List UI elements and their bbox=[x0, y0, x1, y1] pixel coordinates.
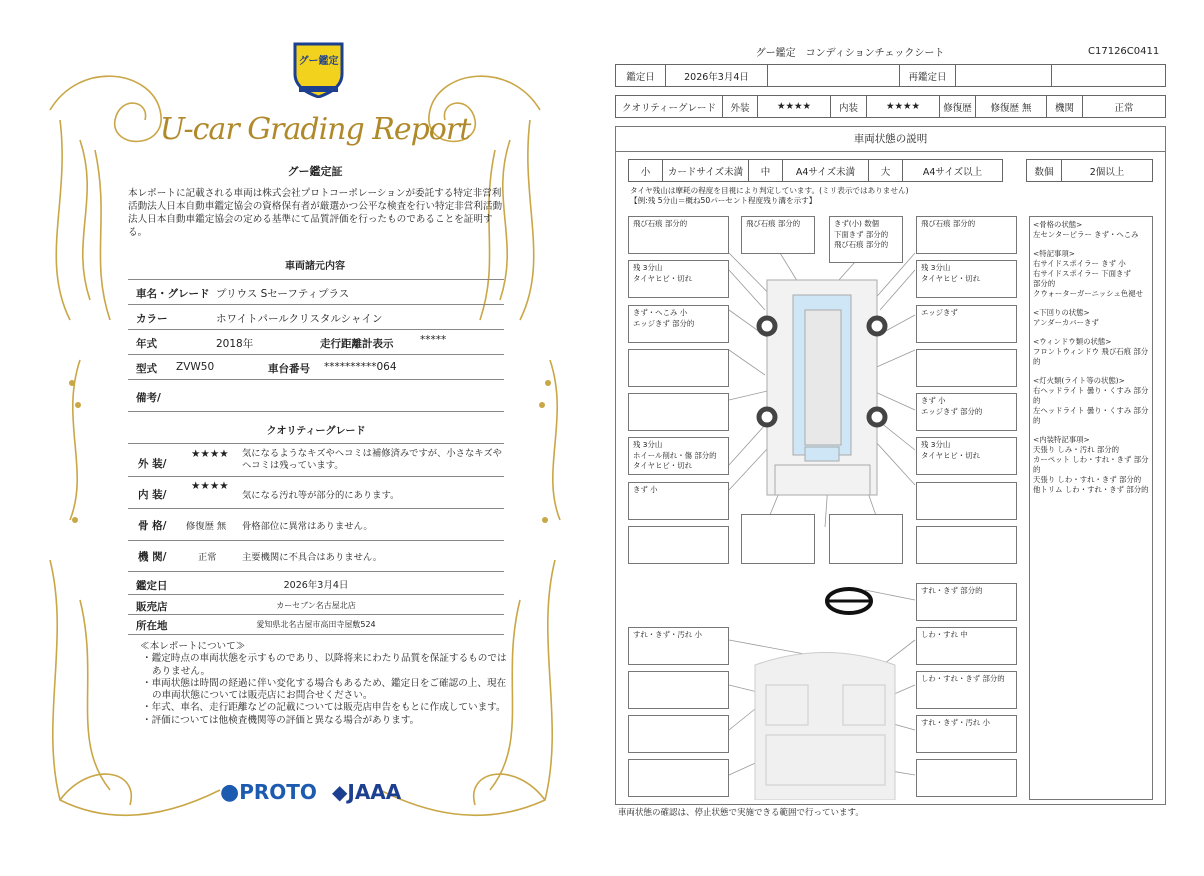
spec-row-model: 型式 ZVW50 車台番号 **********064 bbox=[128, 355, 504, 380]
goo-kantei-logo: グー鑑定 bbox=[291, 40, 346, 98]
grade-row-exterior: 外 装/ ★★★★ 気になるようなキズやヘコミは補修済みですが、小さなキズやヘコミは残っています。 bbox=[128, 444, 504, 477]
int-box-r1: すれ・きず 部分的 bbox=[916, 583, 1017, 621]
ext-box-l6: 残 3分山 ホイール削れ・傷 部分的 タイヤヒビ・切れ bbox=[628, 437, 729, 475]
int-box-l3 bbox=[628, 671, 729, 709]
ext-box-m1: 飛び石痕 部分的 bbox=[741, 216, 815, 254]
int-box-r5 bbox=[916, 759, 1017, 797]
section-title: 車両状態の説明 bbox=[615, 126, 1166, 152]
about-report: ≪本レポートについて≫ ・鑑定時点の車両状態を示すものであり、以降将来にわたり品質を保証するものではありません。 ・車両状態は時間の経過に伴い変化する場合もあるため、鑑定日をご確認の上、現在の車両状態については販売店にお問合せください。 ・年式、車名、走行距離などの記載については販売店申告をもとに作成しています。 ・評価については他検査機関等の評価と異なる場合があります。 bbox=[140, 641, 507, 726]
int-box-r3: しわ・すれ・きず 部分的 bbox=[916, 671, 1017, 709]
ext-box-l7: きず 小 bbox=[628, 482, 729, 520]
sheet-title: グー鑑定 コンディションチェックシート bbox=[755, 48, 945, 59]
ext-box-l1: 飛び石痕 部分的 bbox=[628, 216, 729, 254]
ext-box-l5 bbox=[628, 393, 729, 431]
condition-notes: <骨格の状態> 左センターピラー きず・へこみ <特記事項> 右サイドスポイラー きず 小 右サイドスポイラー 下面きず 部分的 クウォーターガーニッシュ色褪せ <下回りの状態> アンダーカバーきず <ウィンドウ類の状態> フロントウィンドウ 飛び石痕 部分的 <灯火類(ライト等の状態)> 右ヘッドライト 曇り・くすみ 部分的 左ヘッドライト 曇り・くすみ 部分的 <内装特記事項> 天張り しみ・汚れ 部分的 カーペット しわ・すれ・きず 部分的 天張り しわ・すれ・きず 部分的 他トリム しわ・すれ・きず 部分的 bbox=[1029, 216, 1153, 800]
ext-box-l4 bbox=[628, 349, 729, 387]
int-box-r2: しわ・すれ 中 bbox=[916, 627, 1017, 665]
ext-box-r6: 残 3分山 タイヤヒビ・切れ bbox=[916, 437, 1017, 475]
shop-row: 販売店 カーセブン名古屋北店 bbox=[128, 595, 504, 615]
grade-heading-row: クオリティーグレード bbox=[128, 412, 504, 444]
tire-note: タイヤ残山は摩耗の程度を目視により判定しています。(ミリ表示ではありません) 【例:残 5分山＝概ね50パーセント程度残り溝を示す】 bbox=[630, 186, 909, 205]
spec-row-year: 年式 2018年 走行距離計表示 ***** bbox=[128, 330, 504, 355]
report-title: U-car Grading Report bbox=[159, 112, 471, 147]
ext-box-r3: エッジきず bbox=[916, 305, 1017, 343]
ext-box-l3: きず・へこみ 小 エッジきず 部分的 bbox=[628, 305, 729, 343]
int-box-l4 bbox=[628, 715, 729, 753]
sheet-code: C17126C0411 bbox=[1088, 46, 1160, 57]
ext-box-b4 bbox=[916, 526, 1017, 564]
spec-heading: 車両諸元内容 bbox=[285, 261, 345, 272]
ext-box-m2: きず(小) 数個 下面きず 部分的 飛び石痕 部分的 bbox=[829, 216, 903, 263]
cert-heading: グー鑑定証 bbox=[287, 165, 343, 178]
int-box-r4: すれ・きず・汚れ 小 bbox=[916, 715, 1017, 753]
grade-table: クオリティーグレード 外装 ★★★★ 内装 ★★★★ 修復歴 修復歴 無 機関 正常 bbox=[615, 95, 1166, 118]
ext-box-l2: 残 3分山 タイヤヒビ・切れ bbox=[628, 260, 729, 298]
size-legend: 小 カードサイズ未満 中 A4サイズ未満 大 A4サイズ以上 bbox=[628, 159, 1003, 182]
count-legend: 数個 2個以上 bbox=[1026, 159, 1153, 182]
footer-note: 車両状態の確認は、停止状態で実施できる範囲で行っています。 bbox=[618, 808, 864, 818]
grade-row-interior: 内 装/ ★★★★ 気になる汚れ等が部分的にあります。 bbox=[128, 477, 504, 509]
ext-box-r4 bbox=[916, 349, 1017, 387]
ext-box-b3 bbox=[829, 514, 903, 564]
jaaa-logo: ◆JAAA bbox=[332, 780, 402, 804]
ext-box-r1: 飛び石痕 部分的 bbox=[916, 216, 1017, 254]
ext-box-b1 bbox=[628, 526, 729, 564]
int-box-l2: すれ・きず・汚れ 小 bbox=[628, 627, 729, 665]
address-row: 所在地 愛知県北名古屋市高田寺屋敷524 bbox=[128, 615, 504, 635]
date-row: 鑑定日 2026年3月4日 bbox=[128, 572, 504, 595]
spec-row-color: カラー ホワイトパールクリスタルシャイン bbox=[128, 305, 504, 330]
spec-row-name: 車名・グレード プリウス Sセーフティプラス bbox=[128, 280, 504, 305]
ext-box-r5: きず 小 エッジきず 部分的 bbox=[916, 393, 1017, 431]
int-box-l5 bbox=[628, 759, 729, 797]
ext-box-b2 bbox=[741, 514, 815, 564]
spec-row-remarks: 備考/ bbox=[128, 380, 504, 412]
cert-text: 本レポートに記載される車両は株式会社プロトコーポレーションが委託する特定非営利活動法人日本自動車鑑定協会の資格保有者が厳選かつ公平な検査を行い特定非営利活動法人日本自動車鑑定協会の定める基準にて品質評価を行ったものであることを証明する。 bbox=[128, 188, 503, 238]
grade-row-frame: 骨 格/ 修復歴 無 骨格部位に異常はありません。 bbox=[128, 509, 504, 541]
ext-box-r7 bbox=[916, 482, 1017, 520]
proto-logo: ●PROTO bbox=[220, 780, 317, 805]
ext-box-r2: 残 3分山 タイヤヒビ・切れ bbox=[916, 260, 1017, 298]
grade-row-engine: 機 関/ 正常 主要機関に不具合はありません。 bbox=[128, 541, 504, 572]
date-table: 鑑定日 2026年3月4日 再鑑定日 bbox=[615, 64, 1166, 87]
